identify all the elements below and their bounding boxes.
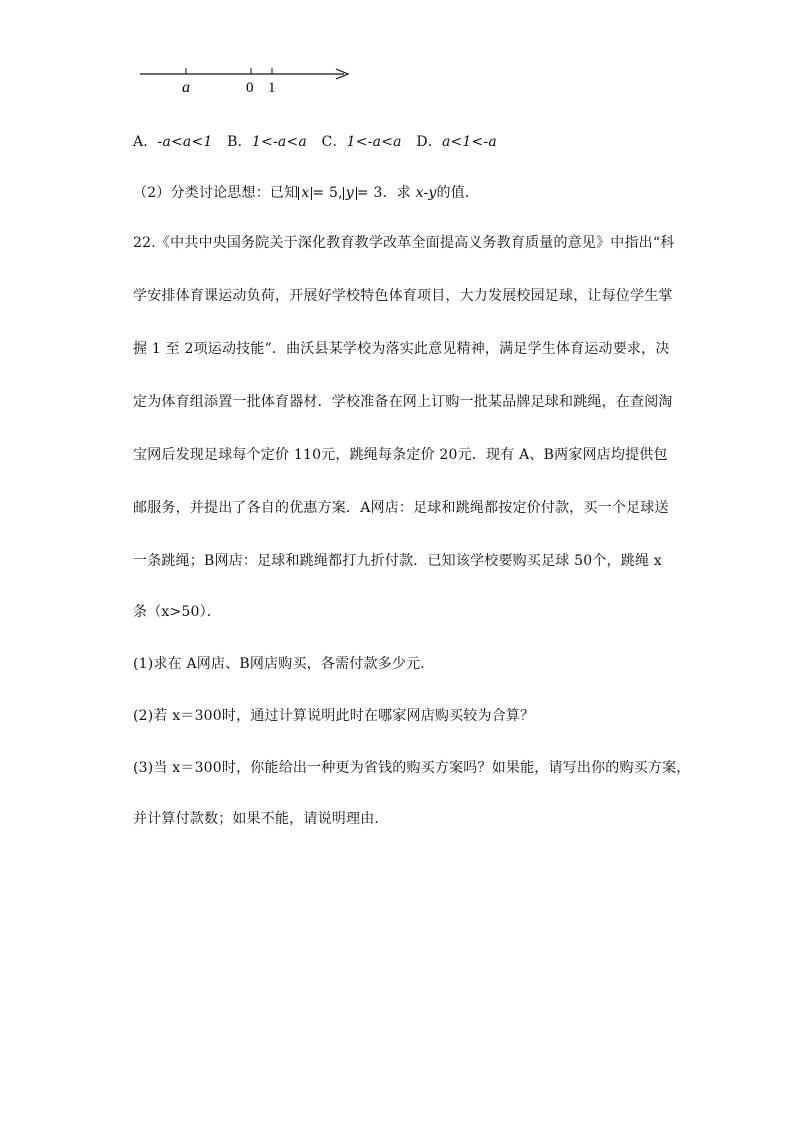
label-1: 1 — [268, 80, 276, 96]
option-c-label: C． — [321, 134, 347, 150]
problem-22-line-6: 邮服务，并提出了各自的优惠方案．A网店：足球和跳绳都按定价付款，买一个足球送 — [133, 500, 669, 516]
q2-eq1: = 5, — [312, 185, 343, 201]
problem-22-line-4: 定为体育组添置一批体育器材．学校准备在网上订购一批某品牌足球和跳绳，在查阅淘 — [133, 394, 673, 410]
sub-question-1: (1)求在 A网店、B网店购买，各需付款多少元． — [133, 656, 435, 672]
option-b-label: B． — [227, 134, 252, 150]
option-a-text: -a<a<1 — [157, 134, 213, 150]
q2-expr: x-y — [415, 185, 437, 201]
problem-22-line-3: 握 1 至 2项运动技能”．曲沃县某学校为落实此意见精神，满足学生体育运动要求，决 — [133, 341, 670, 357]
problem-22-line-7: 一条跳绳；B网店：足球和跳绳都打九折付款．已知该学校要购买足球 50个，跳绳 x — [133, 553, 662, 569]
option-b-text: 1<-a<a — [251, 134, 307, 150]
q2-suffix: 的值． — [436, 185, 480, 201]
label-a: a — [182, 79, 190, 96]
abs-y: y — [343, 187, 357, 200]
label-0: 0 — [246, 80, 254, 96]
problem-22-line-8: 条（x>50）． — [133, 604, 222, 620]
abs-x: x — [298, 187, 312, 200]
option-d-text: a<1<-a — [441, 134, 497, 150]
option-d-label: D． — [416, 134, 442, 150]
question-2 — [133, 182, 479, 202]
sub-question-3-line-2: 并计算付款数；如果不能，请说明理由． — [133, 811, 389, 827]
number-line-figure — [138, 60, 358, 100]
problem-22-line-2: 学安排体育课运动负荷，开展好学校特色体育项目，大力发展校园足球，让每位学生掌 — [133, 288, 673, 304]
option-a-label: A． — [133, 134, 158, 150]
q2-eq2: = 3．求 — [356, 185, 411, 201]
sub-question-3-line-1: (3)当 x＝300时，你能给出一种更为省钱的购买方案吗？如果能，请写出你的购买方案， — [133, 760, 691, 776]
sub-question-2: (2)若 x＝300时，通过计算说明此时在哪家网店购买较为合算？ — [133, 708, 535, 724]
option-c-text: 1<-a<a — [346, 134, 402, 150]
problem-22-line-5: 宝网后发现足球每个定价 110元，跳绳每条定价 20元．现有 A、B两家网店均提供包 — [133, 447, 668, 463]
problem-22-line-1: 22.《中共中央国务院关于深化教育教学改革全面提高义务教育质量的意见》中指出“科 — [133, 235, 675, 251]
answer-options — [133, 131, 497, 151]
q2-prefix: （2）分类讨论思想：已知 — [133, 185, 299, 201]
